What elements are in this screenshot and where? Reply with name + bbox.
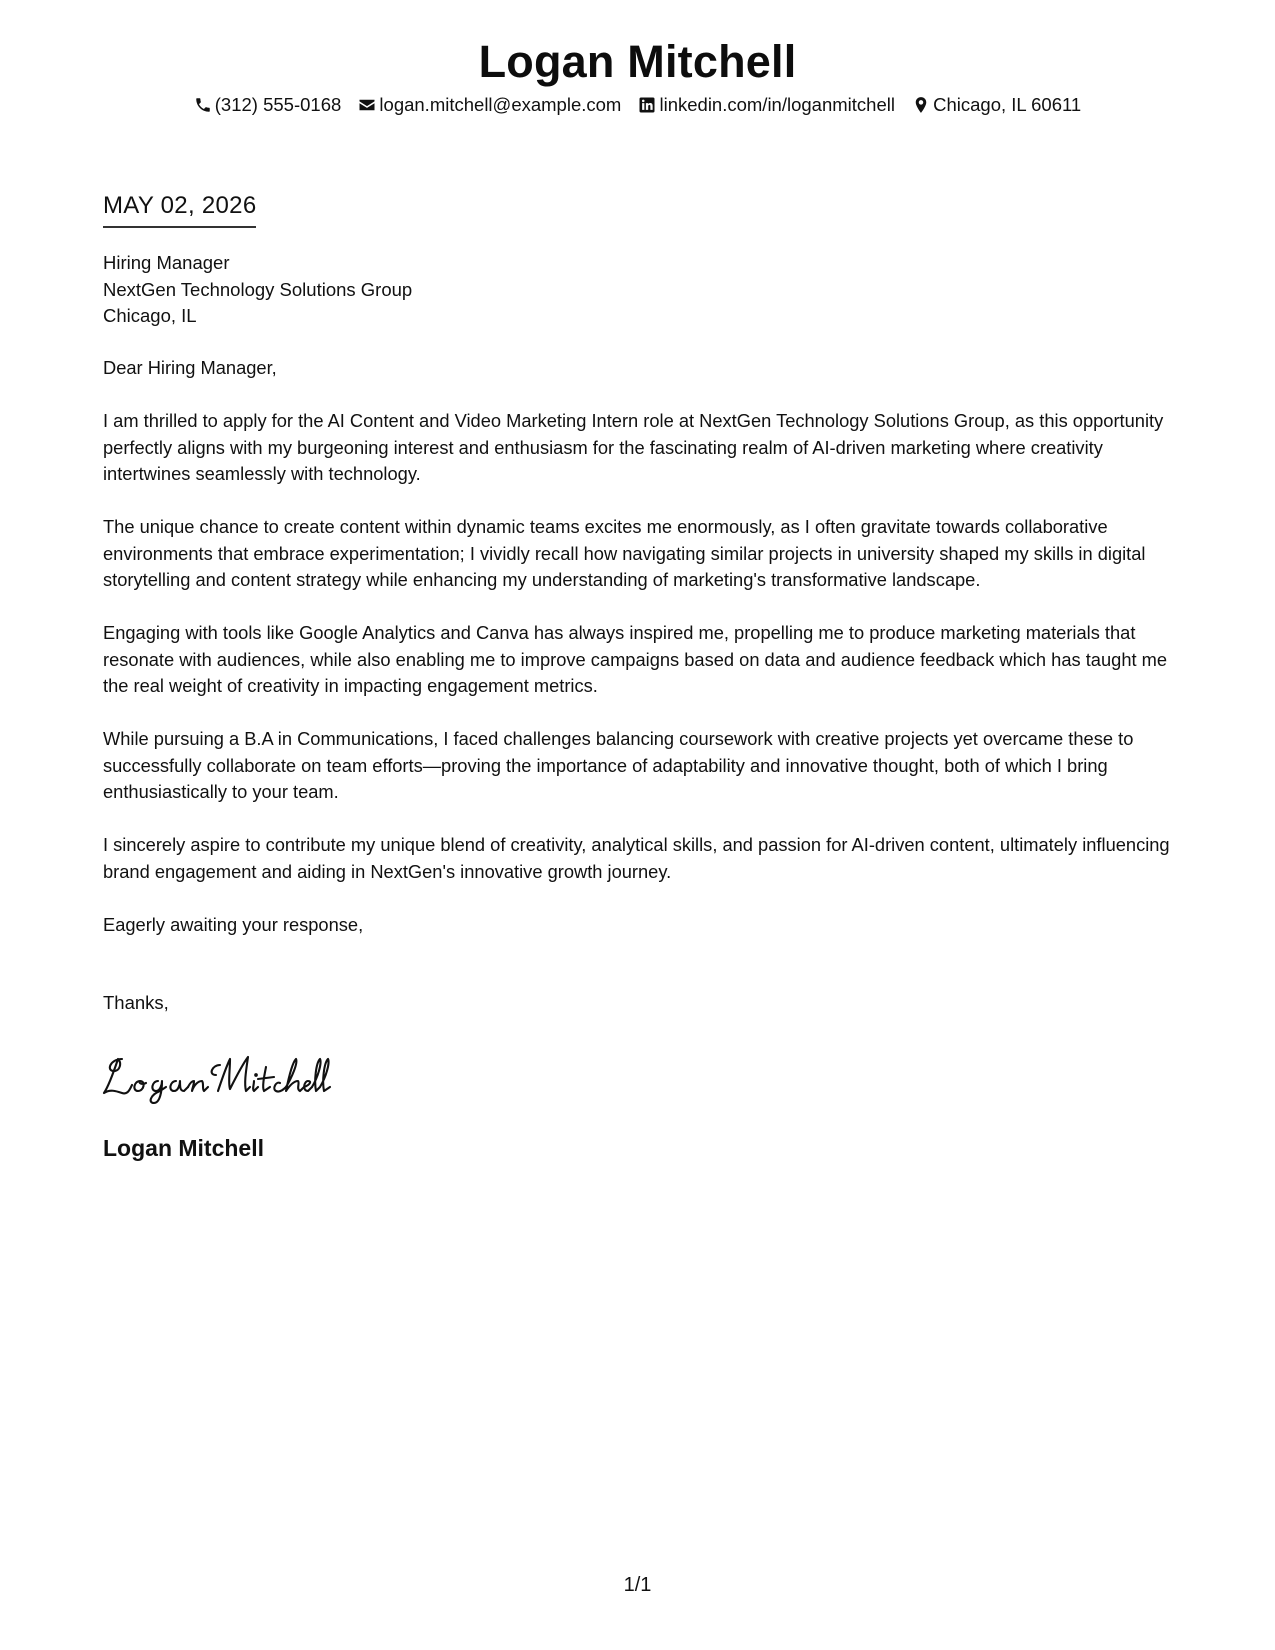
phone-text: (312) 555-0168	[214, 94, 342, 116]
location-text: Chicago, IL 60611	[933, 94, 1082, 116]
envelope-icon	[358, 96, 376, 114]
contact-phone	[194, 93, 342, 117]
phone-icon	[194, 96, 212, 114]
letter-date: MAY 02, 2026	[103, 190, 256, 228]
body-paragraph: Engaging with tools like Google Analytics and Canva has always inspired me, propelling me to produce marketing materials that resonate with audiences, while also enabling me to improve campaigns based on data and audience feedback which has taught me the real weight of creativity in impacting engagement metrics.	[103, 622, 1168, 696]
recipient-title: Hiring Manager	[103, 252, 230, 273]
body-paragraph: I sincerely aspire to contribute my unique blend of creativity, analytical skills, and passion for AI-driven content, ultimately influencing brand engagement and aiding in NextGen's innovative growth journey.	[103, 834, 1170, 882]
linkedin-icon	[638, 96, 656, 114]
body-paragraph: While pursuing a B.A in Communications, I faced challenges balancing coursework with creative projects yet overcame these to successfully collaborate on team efforts—proving the importance of adaptability and innovative thought, both of which I bring enthusiastically to your team.	[103, 728, 1134, 802]
sign-off-line: Eagerly awaiting your response,	[103, 913, 364, 935]
body-paragraph: The unique chance to create content within dynamic teams excites me enormously, as I often gravitate towards collaborative environments that embrace experimentation; I vividly recall how navigating similar projects in university shaped my skills in digital storytelling and content strategy while enhancing my understanding of marketing's transformative landscape.	[103, 516, 1146, 590]
recipient-block	[103, 250, 412, 330]
linkedin-text[interactable]: linkedin.com/in/loganmitchell	[659, 94, 895, 116]
page-indicator: 1/1	[623, 1574, 652, 1596]
email-text[interactable]: logan.mitchell@example.com	[379, 94, 622, 116]
body-paragraph: I am thrilled to apply for the AI Content and Video Marketing Intern role at NextGen Technology Solutions Group, as this opportunity perfectly aligns with my burgeoning interest and enthusiasm for the fascinating realm of AI-driven marketing where creativity intertwines seamlessly with technology.	[103, 410, 1164, 484]
signer-name: Logan Mitchell	[103, 1135, 264, 1161]
recipient-company: NextGen Technology Solutions Group	[103, 278, 413, 300]
contact-email[interactable]	[358, 93, 621, 117]
contact-linkedin[interactable]	[638, 93, 894, 117]
closing: Thanks,	[103, 992, 169, 1013]
applicant-name-heading: Logan Mitchell	[478, 36, 797, 87]
map-pin-icon	[912, 96, 930, 114]
recipient-city: Chicago, IL	[103, 305, 197, 326]
handwritten-signature	[100, 1045, 340, 1105]
letter-body	[103, 355, 1178, 965]
contact-location	[912, 93, 1081, 117]
salutation: Dear Hiring Manager,	[103, 357, 277, 378]
contact-info-row	[0, 92, 1275, 117]
